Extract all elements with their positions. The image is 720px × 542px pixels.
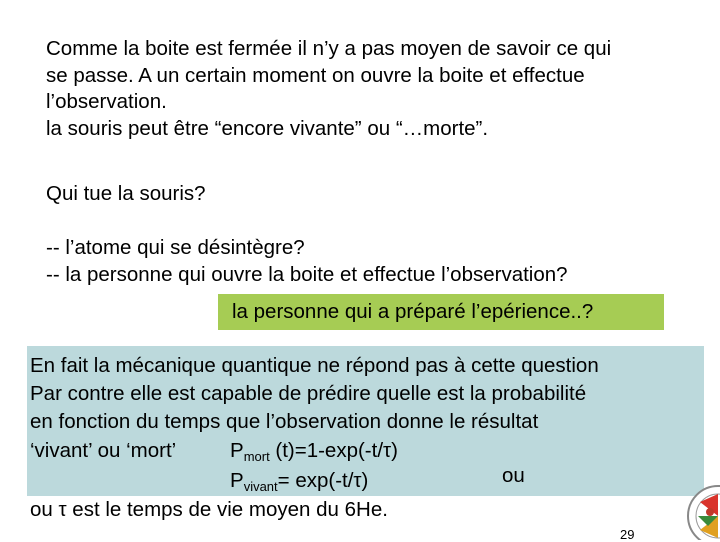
intro-line-1: Comme la boite est fermée il n’y a pas moyen de savoir ce qui xyxy=(46,37,612,60)
answer-line-3: en fonction du temps que l’observation donne le résultat xyxy=(30,410,539,433)
answer-box xyxy=(27,346,704,521)
p-vivant-formula xyxy=(230,469,368,499)
answer-line-2: Par contre elle est capable de prédire quelle est la probabilité xyxy=(30,382,587,405)
question-text: Qui tue la souris? xyxy=(46,182,206,205)
answer-line-1: En fait la mécanique quantique ne répond pas à cette question xyxy=(30,354,599,377)
p-mort-subscript: mort xyxy=(243,449,270,464)
intro-line-2: se passe. A un certain moment on ouvre la boite et effectue xyxy=(46,63,585,87)
p-vivant-subscript: vivant xyxy=(243,479,278,494)
p-mort-expression: (t)=1-exp(-t/τ) xyxy=(269,439,398,462)
page-number: 29 xyxy=(620,527,635,542)
p-mort-symbol: P xyxy=(230,439,244,462)
option-observer: -- la personne qui ouvre la boite et effectue l’observation? xyxy=(46,262,568,286)
university-seal-icon xyxy=(670,482,720,540)
p-mort-formula xyxy=(230,439,398,469)
option-preparer: la personne qui a préparé l’epérience..? xyxy=(232,300,594,323)
answer-line-4: ‘vivant’ ou ‘mort’ xyxy=(30,439,177,462)
option-atom: -- l’atome qui se désintègre? xyxy=(46,236,305,259)
p-vivant-expression: = exp(-t/τ) xyxy=(277,469,369,492)
ou-label: ou xyxy=(502,464,525,487)
options-list xyxy=(46,235,568,288)
intro-line-4: la souris peut être “encore vivante” ou “…morte”. xyxy=(46,116,489,140)
intro-line-3: l’observation. xyxy=(46,90,167,113)
p-vivant-symbol: P xyxy=(230,469,244,492)
answer-line-last: ou τ est le temps de vie moyen du 6He. xyxy=(30,498,388,521)
intro-paragraph xyxy=(46,36,611,142)
